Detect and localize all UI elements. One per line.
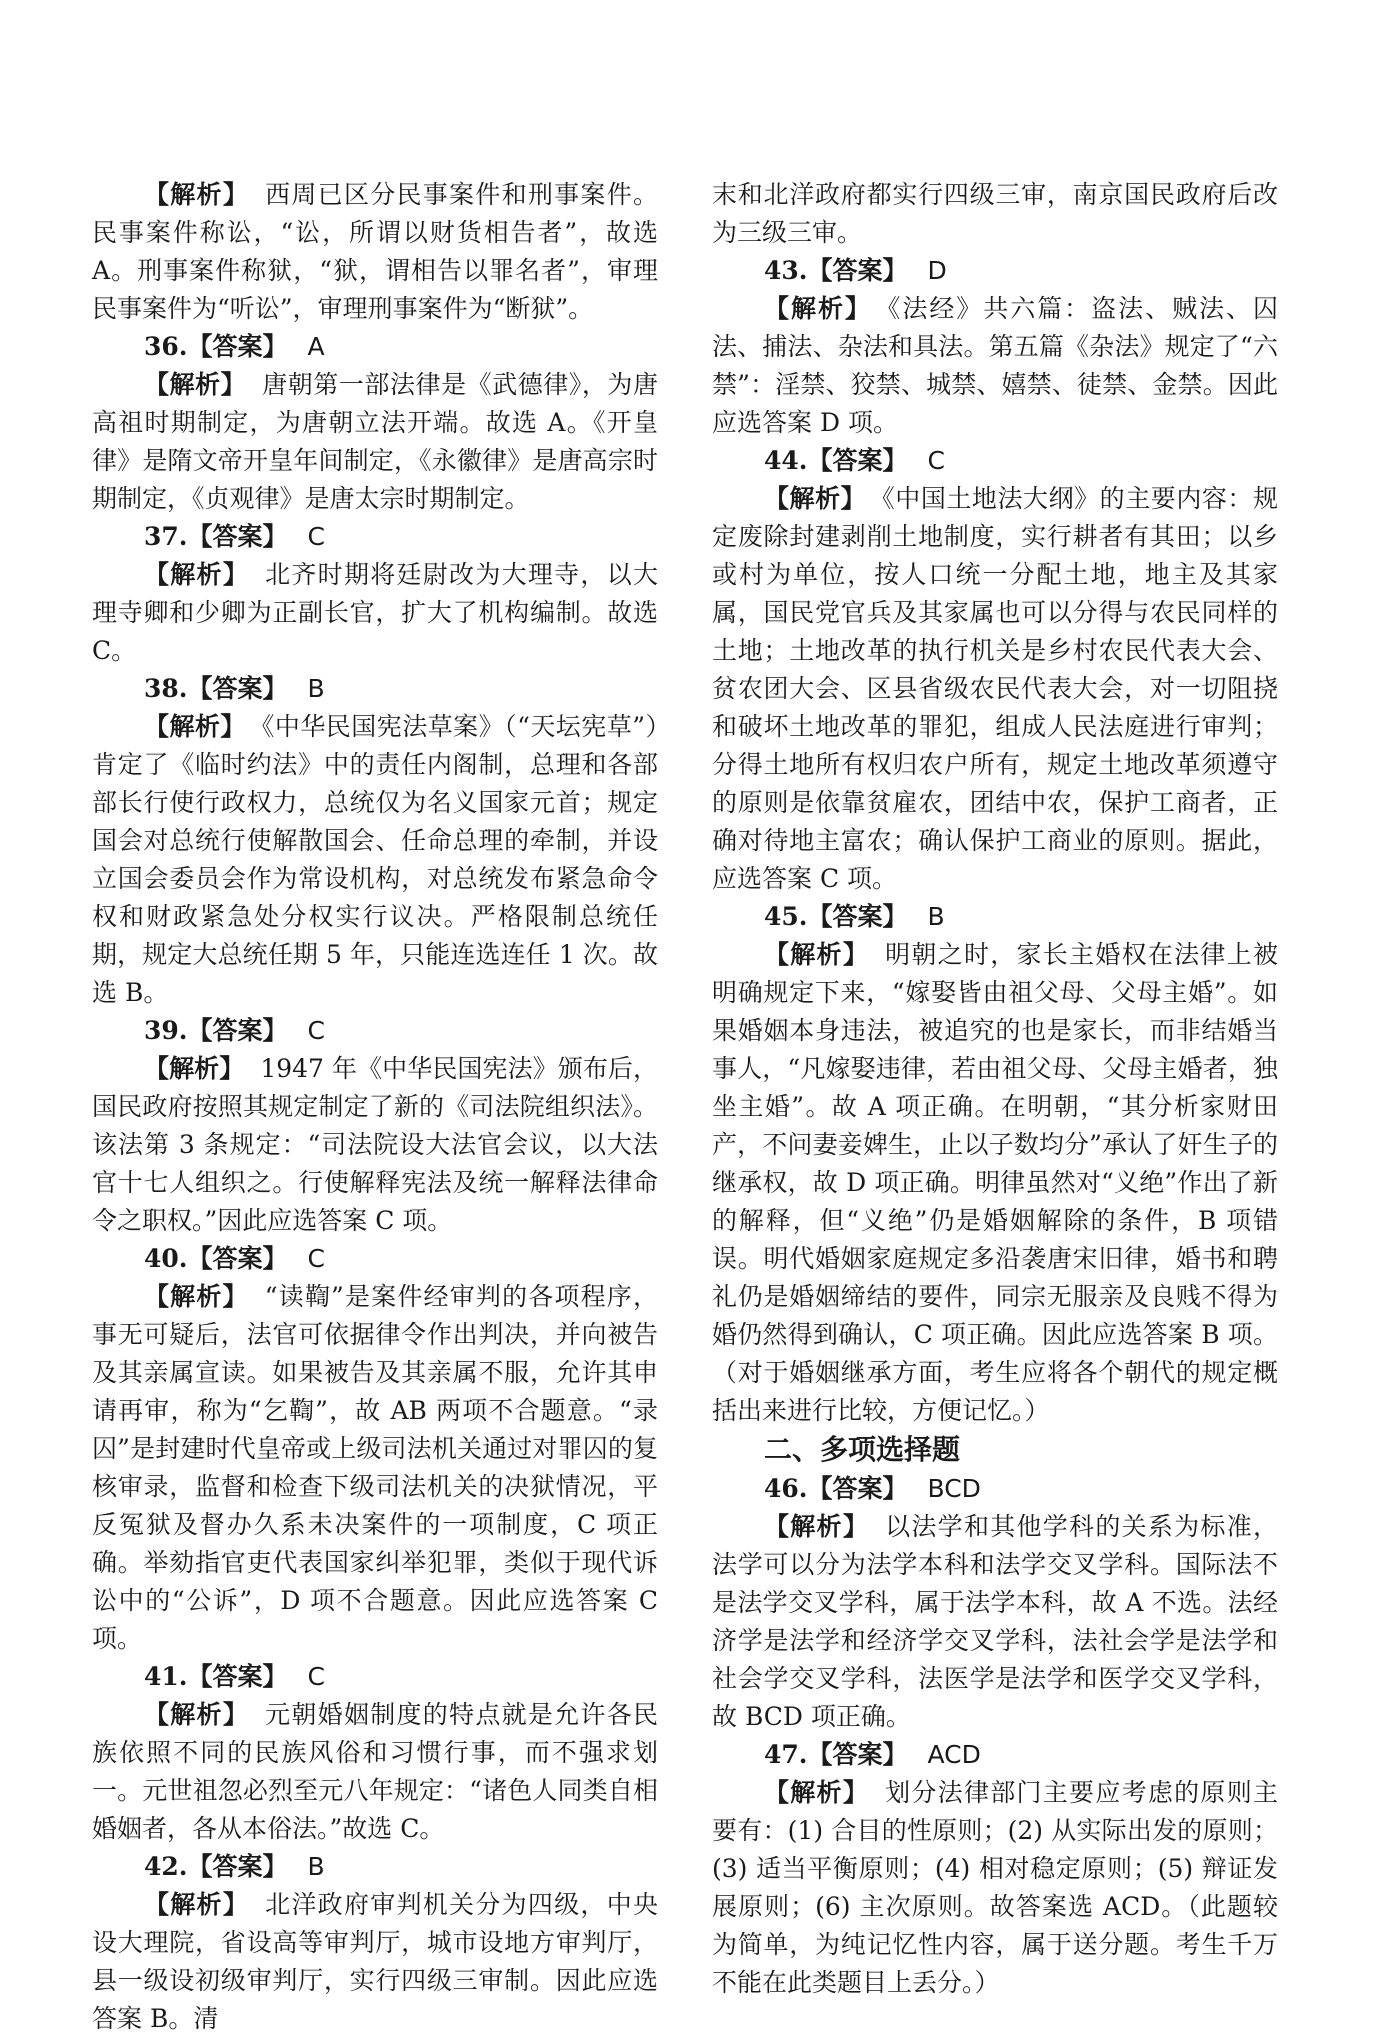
explain-tag: 【解析】	[144, 1700, 250, 1729]
explain-tag: 【解析】	[144, 560, 250, 589]
explanation-38: 【解析】 《中华民国宪法草案》（“天坛宪草”）肯定了《临时约法》中的责任内阁制，总理和各部部长行使行政权力，总统仅为名义国家元首；规定国会对总统行使解散国会、任命总理的牵制，并设立国会委员会作为常设机构，对总统发布紧急命令权和财政紧急处分权实行议决。严格限制总统任期，规定大总统任期 5 年，只能连选连任 1 次。故选 B。	[92, 712, 658, 1007]
answer-tag: 【答案】	[187, 332, 288, 361]
explanation-40: 【解析】 “读鞫”是案件经审判的各项程序，事无可疑后，法官可依据律令作出判决，并向被告及其亲属宣读。如果被告及其亲属不服，允许其申请再审，称为“乞鞫”，故 AB 两项不合题意。“录囚”是封建时代皇帝或上级司法机关通过对罪囚的复核审录，监督和检查下级司法机关的决狱情况，平反冤狱及督办久系未决案件的一项制度，C 项正确。举劾指官吏代表国家纠举犯罪，类似于现代诉讼中的“公诉”，D 项不合题意。因此应选答案 C 项。	[92, 1282, 658, 1653]
explain-tag: 【解析】	[144, 1054, 245, 1083]
right-column	[712, 176, 1278, 2002]
explain-tag: 【解析】	[144, 712, 246, 741]
explanation-47: 【解析】 划分法律部门主要应考虑的原则主要有：(1) 合目的性原则；(2) 从实际出发的原则；(3) 适当平衡原则；(4) 相对稳定原则；(5) 辩证发展原则；(6) 主次原则。故答案选 ACD。（此题较为简单，为纯记忆性内容，属于送分题。考生千万不能在此类题目上丢分。）	[712, 1778, 1278, 1997]
explanation-44: 【解析】 《中国土地法大纲》的主要内容：规定废除封建剥削土地制度，实行耕者有其田；以乡或村为单位，按人口统一分配土地，地主及其家属，国民党官兵及其家属也可以分得与农民同样的土地；土地改革的执行机关是乡村农民代表大会、贫农团大会、区县省级农民代表大会，对一切阻挠和破坏土地改革的罪犯，组成人民法庭进行审判；分得土地所有权归农户所有，规定土地改革须遵守的原则是依靠贫雇农，团结中农，保护工商者，正确对待地主富农；确认保护工商业的原则。据此，应选答案 C 项。	[712, 484, 1278, 893]
answer-tag: 【答案】	[187, 674, 288, 703]
answer-tag: 【答案】	[807, 1474, 908, 1503]
explain-tag: 【解析】	[144, 180, 250, 209]
answer-38: 38.【答案】 B	[144, 674, 325, 703]
left-column	[92, 176, 658, 2038]
answer-tag: 【答案】	[187, 1852, 288, 1881]
explain-tag: 【解析】	[764, 1512, 870, 1541]
answer-tag: 【答案】	[187, 1244, 288, 1273]
explain-tag: 【解析】	[764, 484, 867, 513]
answer-45: 45.【答案】 B	[764, 902, 945, 931]
explanation-37: 【解析】 北齐时期将廷尉改为大理寺，以大理寺卿和少卿为正副长官，扩大了机构编制。故选 C。	[92, 560, 658, 665]
section-heading-multiple-choice: 二、多项选择题	[764, 1433, 961, 1466]
explanation-45: 【解析】 明朝之时，家长主婚权在法律上被明确规定下来，“嫁娶皆由祖父母、父母主婚”。如果婚姻本身违法，被追究的也是家长，而非结婚当事人，“凡嫁娶违律，若由祖父母、父母主婚者，独坐主婚”。故 A 项正确。在明朝，“其分析家财田产，不问妻妾婢生，止以子数均分”承认了奸生子的继承权，故 D 项正确。明律虽然对“义绝”作出了新的解释，但“义绝”仍是婚姻解除的条件，B 项错误。明代婚姻家庭规定多沿袭唐宋旧律，婚书和聘礼仍是婚姻缔结的要件，同宗无服亲及良贱不得为婚仍然得到确认，C 项正确。因此应选答案 B 项。（对于婚姻继承方面，考生应将各个朝代的规定概括出来进行比较，方便记忆。）	[712, 940, 1278, 1425]
answer-tag: 【答案】	[807, 256, 908, 285]
answer-40: 40.【答案】 C	[144, 1244, 325, 1273]
answer-tag: 【答案】	[807, 902, 908, 931]
answer-42: 42.【答案】 B	[144, 1852, 325, 1881]
explain-tag: 【解析】	[144, 1890, 250, 1919]
answer-tag: 【答案】	[807, 446, 908, 475]
explanation-36: 【解析】 唐朝第一部法律是《武德律》，为唐高祖时期制定，为唐朝立法开端。故选 A。《开皇律》是隋文帝开皇年间制定，《永徽律》是唐高宗时期制定，《贞观律》是唐太宗时期制定。	[92, 370, 658, 513]
answer-39: 39.【答案】 C	[144, 1016, 325, 1045]
answer-37: 37.【答案】 C	[144, 522, 325, 551]
answer-47: 47.【答案】 ACD	[764, 1740, 981, 1769]
answer-36: 36.【答案】 A	[144, 332, 325, 361]
explanation-39: 【解析】 1947 年《中华民国宪法》颁布后，国民政府按照其规定制定了新的《司法院组织法》。该法第 3 条规定：“司法院设大法官会议，以大法官十七人组织之。行使解释宪法及统一解释法律命令之职权。”因此应选答案 C 项。	[92, 1054, 658, 1235]
answer-44: 44.【答案】 C	[764, 446, 945, 475]
explain-tag: 【解析】	[144, 370, 247, 399]
answer-tag: 【答案】	[187, 1016, 288, 1045]
explain-tag: 【解析】	[144, 1282, 249, 1311]
explanation-42: 【解析】 北洋政府审判机关分为四级，中央设大理院，省设高等审判厅，城市设地方审判厅，县一级设初级审判厅，实行四级三审制。因此应选答案 B。清	[92, 1890, 658, 2033]
answer-tag: 【答案】	[807, 1740, 908, 1769]
explanation-43: 【解析】 《法经》共六篇：盗法、贼法、囚法、捕法、杂法和具法。第五篇《杂法》规定了“六禁”：淫禁、狡禁、城禁、嬉禁、徒禁、金禁。因此应选答案 D 项。	[712, 294, 1278, 437]
answer-tag: 【答案】	[187, 1662, 288, 1691]
answer-43: 43.【答案】 D	[764, 256, 947, 285]
explanation-46: 【解析】 以法学和其他学科的关系为标准，法学可以分为法学本科和法学交叉学科。国际法不是法学交叉学科，属于法学本科，故 A 不选。法经济学是法学和经济学交叉学科，法社会学是法学和社会学交叉学科，法医学是法学和医学交叉学科，故 BCD 项正确。	[712, 1512, 1278, 1731]
explain-tag: 【解析】	[764, 940, 870, 969]
explanation-42-continued: 末和北洋政府都实行四级三审，南京国民政府后改为三级三审。	[712, 180, 1278, 247]
explain-tag: 【解析】	[764, 294, 872, 323]
answer-41: 41.【答案】 C	[144, 1662, 325, 1691]
explain-tag: 【解析】	[764, 1778, 870, 1807]
explanation-35: 【解析】 西周已区分民事案件和刑事案件。民事案件称讼，“讼，所谓以财货相告者”，故选 A。刑事案件称狱，“狱，谓相告以罪名者”，审理民事案件为“听讼”，审理刑事案件为“断狱”。	[92, 180, 658, 323]
answer-tag: 【答案】	[187, 522, 288, 551]
explanation-41: 【解析】 元朝婚姻制度的特点就是允许各民族依照不同的民族风俗和习惯行事，而不强求划一。元世祖忽必烈至元八年规定：“诸色人同类自相婚姻者，各从本俗法。”故选 C。	[92, 1700, 658, 1843]
answer-46: 46.【答案】 BCD	[764, 1474, 981, 1503]
